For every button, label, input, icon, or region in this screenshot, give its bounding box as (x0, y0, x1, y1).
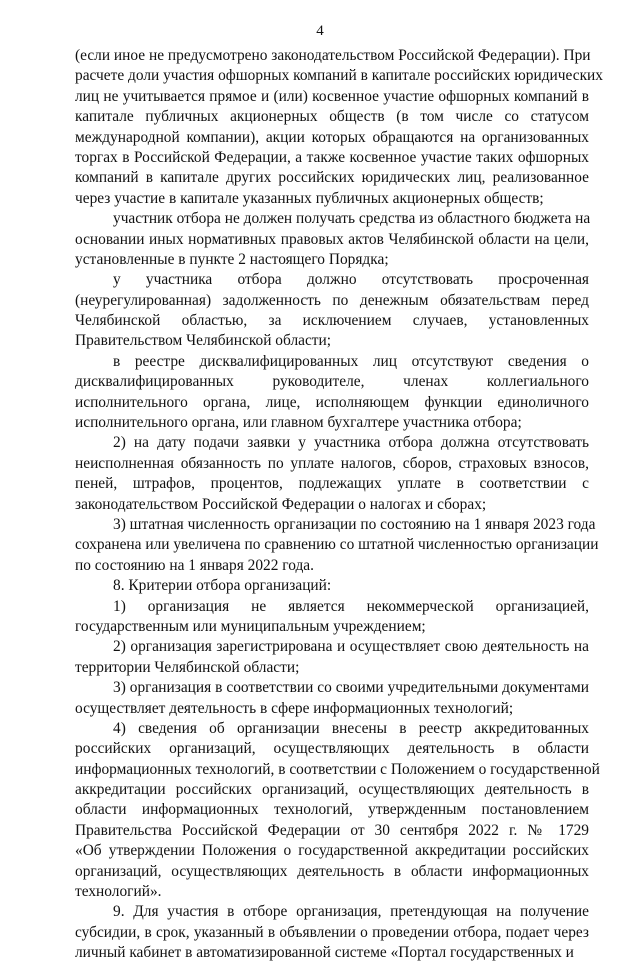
text-line: Правительством Челябинской области; (75, 332, 332, 350)
text-line: аккредитации российских организаций, осуществляющих деятельность в (75, 781, 589, 799)
text-line: по состоянию на 1 января 2022 года. (75, 556, 314, 574)
paragraph (75, 719, 600, 903)
text-line: государственным или муниципальным учреждением; (75, 617, 426, 635)
text-line: области информационных технологий, утвержденным постановлением (75, 801, 589, 819)
text-line: торгах в Российской Федерации, а также косвенное участие таких офшорных (75, 148, 589, 166)
text-line: пеней, штрафов, процентов, подлежащих уплате в соответствии с (75, 475, 589, 493)
text-line: сохранена или увеличена по сравнению со штатной численностью организации (75, 536, 599, 554)
paragraph (75, 902, 589, 963)
text-line: неисполненная обязанность по уплате налогов, сборов, страховых взносов, (75, 454, 589, 472)
paragraph (75, 433, 589, 515)
text-line: дисквалифицированных руководителе, членах коллегиального (75, 373, 589, 391)
paragraph (75, 46, 603, 209)
text-line: субсидии, в срок, указанный в объявлении о проведении отбора, подает через (75, 923, 589, 941)
paragraph (75, 678, 589, 719)
text-line: через участие в капитале указанных публичных акционерных обществ; (75, 189, 544, 207)
text-line: (если иное не предусмотрено законодательством Российской Федерации). При (75, 47, 591, 64)
text-line: осуществляет деятельность в сфере информационных технологий; (75, 699, 514, 717)
text-line: личный кабинет в автоматизированной системе «Портал государственных и (75, 944, 574, 962)
paragraph (75, 637, 589, 678)
text-line: территории Челябинской области; (75, 658, 300, 676)
text-line: исполнительного органа, или главном бухгалтере участника отбора; (75, 414, 522, 432)
text-line: российских организаций, осуществляющих деятельность в области (75, 740, 589, 758)
text-line: основании иных нормативных правовых актов Челябинской области на цели, (75, 230, 589, 248)
text-line: международной компании), акции которых обращаются на организованных (75, 128, 589, 146)
text-line: лиц не учитывается прямое и (или) косвенное участие офшорных компаний в (75, 87, 589, 105)
paragraph (75, 597, 589, 638)
paragraph (75, 352, 589, 434)
text-line: расчете доли участия офшорных компаний в капитале российских юридических (75, 67, 603, 85)
page-number: 4 (316, 23, 324, 39)
text-line: участник отбора не должен получать средства из областного бюджета на (113, 210, 591, 228)
text-line: законодательством Российской Федерации о налогах и сборах; (75, 495, 487, 513)
text-line: информационных технологий, в соответствии с Положением о государственной (75, 760, 600, 778)
text-line: 4) сведения об организации внесены в реестр аккредитованных (113, 719, 589, 737)
text-line: у участника отбора должно отсутствовать просроченная (113, 271, 589, 289)
text-line: организаций, осуществляющих деятельность в области информационных (75, 862, 589, 880)
paragraph (75, 209, 589, 270)
paragraph (75, 576, 589, 596)
text-line: 3) организация в соответствии со своими учредительными документами (113, 679, 589, 697)
text-line: Челябинской областью, за исключением случаев, установленных (75, 312, 589, 330)
text-line: 1) организация не является некоммерческой организацией, (113, 597, 589, 615)
text-line: исполнительного органа, лице, исполняющем функции единоличного (75, 393, 589, 411)
text-line: «Об утверждении Положения о государственной аккредитации российских (75, 842, 589, 860)
text-line: капитале публичных акционерных обществ (в том числе со статусом (75, 108, 589, 126)
text-line: 8. Критерии отбора организаций: (113, 577, 332, 595)
text-line: Правительства Российской Федерации от 30 сентября 2022 г. № 1729 (75, 821, 589, 839)
text-line: 9. Для участия в отборе организация, претендующая на получение (113, 903, 589, 921)
text-line: в реестре дисквалифицированных лиц отсутствуют сведения о (113, 352, 589, 370)
text-line: технологий». (75, 883, 162, 901)
document-body (75, 46, 603, 964)
text-line: установленные в пункте 2 настоящего Порядка; (75, 250, 389, 268)
text-line: 3) штатная численность организации по состоянию на 1 января 2023 года (113, 515, 596, 533)
text-line: компаний в капитале других российских юридических лиц, реализованное (75, 169, 589, 187)
paragraph (75, 515, 599, 576)
text-line: (неурегулированная) задолженность по денежным обязательствам перед (75, 291, 589, 309)
text-line: 2) организация зарегистрирована и осуществляет свою деятельность на (113, 638, 589, 656)
text-line: 2) на дату подачи заявки у участника отбора должна отсутствовать (113, 434, 589, 452)
paragraph (75, 270, 589, 352)
